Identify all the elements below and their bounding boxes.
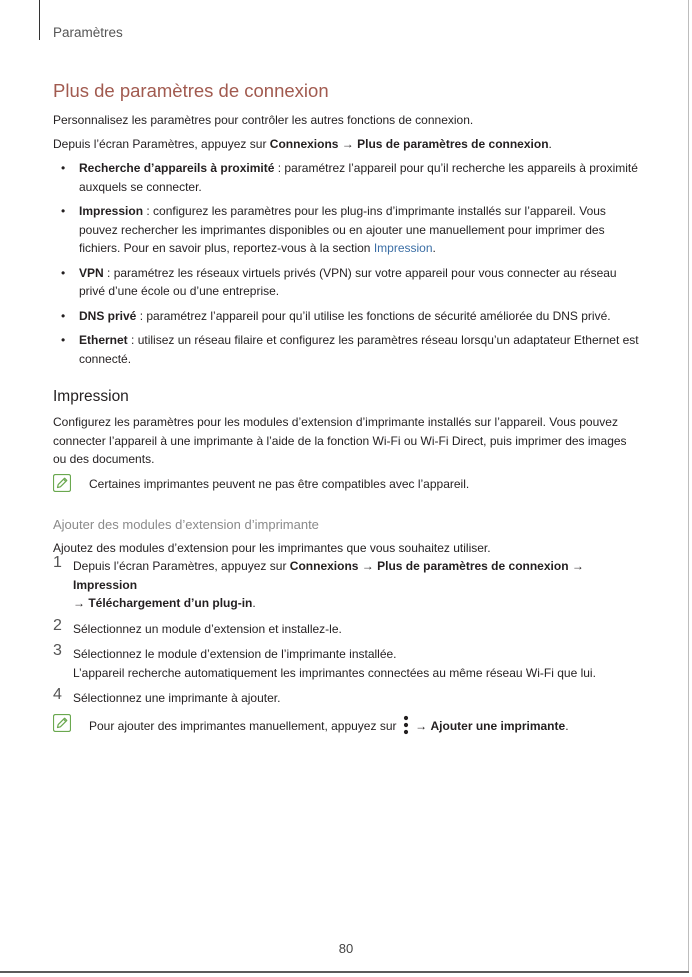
step-number: 3 — [53, 642, 62, 659]
step-item: 1 Depuis l’écran Paramètres, appuyez sur Connexions → Plus de paramètres de connexion → Impression → Téléchargement d’un plug-in. — [53, 554, 584, 610]
step-number: 1 — [53, 554, 62, 571]
plugins-title: Ajouter des modules d’extension d’imprimante — [53, 516, 319, 532]
page-frame-line-left — [39, 0, 40, 40]
chapter-header: Paramètres — [53, 25, 123, 40]
path-more-settings: Plus de paramètres de connexion — [357, 136, 549, 151]
plugins-intro: Ajoutez des modules d’extension pour les imprimantes que vous souhaitez utiliser. — [53, 540, 491, 555]
list-item: • Recherche d’appareils à proximité : paramétrez l’appareil pour qu’il recherche les appareils à proximité auxquels se connecter. — [61, 161, 638, 194]
step-item: 2 Sélectionnez un module d’extension et installez-le. — [53, 616, 342, 636]
section-path: Depuis l’écran Paramètres, appuyez sur Connexions → Plus de paramètres de connexion. — [53, 136, 552, 151]
section-intro: Personnalisez les paramètres pour contrôler les autres fonctions de connexion. — [53, 113, 474, 127]
page-frame-line-right — [688, 0, 689, 971]
step-item: 3 Sélectionnez le module d’extension de l’imprimante installée. L’appareil recherche automatiquement les imprimantes connectées au même réseau Wi-Fi que lui. — [53, 642, 596, 680]
note-pencil-icon — [53, 474, 71, 492]
impression-link[interactable]: Impression — [373, 241, 433, 255]
list-item: • Impression : configurez les paramètres pour les plug-ins d’imprimante installés sur l’appareil. Vous pouvez rechercher les imprimantes disponibles ou en ajouter une manuellement pour imprimer des fichiers. Pour en savoir plus, reportez-vous à la section Impression. — [61, 204, 606, 255]
page-number: 80 — [338, 941, 354, 956]
list-item: • Ethernet : utilisez un réseau filaire et configurez les paramètres réseau lorsqu’un adaptateur Ethernet est connecté. — [61, 333, 639, 366]
more-options-icon — [403, 715, 409, 735]
page-content — [53, 80, 643, 737]
steps-list — [53, 554, 643, 708]
add-printer-label: Ajouter une imprimante — [430, 718, 566, 733]
page-frame-line-bottom — [0, 971, 689, 973]
impression-title: Impression — [53, 388, 129, 405]
list-item: • DNS privé : paramétrez l’appareil pour qu’il utilise les fonctions de sécurité améliorée du DNS privé. — [61, 308, 611, 323]
note: Pour ajouter des imprimantes manuellement, appuyez sur → Ajouter une imprimante. — [53, 715, 643, 737]
impression-body: Configurez les paramètres pour les modules d’extension d’imprimante installés sur l’appareil. Vous pouvez connecter l’appareil à une imprimante à l’aide de la fonction Wi-Fi ou Wi-Fi Direct, puis imprimer des images ou des documents. — [53, 415, 627, 466]
step-item: 4 Sélectionnez une imprimante à ajouter. — [53, 686, 281, 705]
note-text: Certaines imprimantes peuvent ne pas être compatibles avec l’appareil. — [89, 476, 470, 491]
step-number: 2 — [53, 616, 62, 634]
list-item: • VPN : paramétrez les réseaux virtuels privés (VPN) sur votre appareil pour vous connecter au réseau privé d’une école ou d’une entreprise. — [61, 265, 617, 298]
path-connexions: Connexions — [269, 136, 339, 151]
step-number: 4 — [53, 686, 62, 703]
note — [53, 475, 643, 497]
section-title: Plus de paramètres de connexion — [53, 80, 329, 101]
settings-list — [53, 159, 643, 368]
note-pencil-icon — [53, 714, 71, 732]
